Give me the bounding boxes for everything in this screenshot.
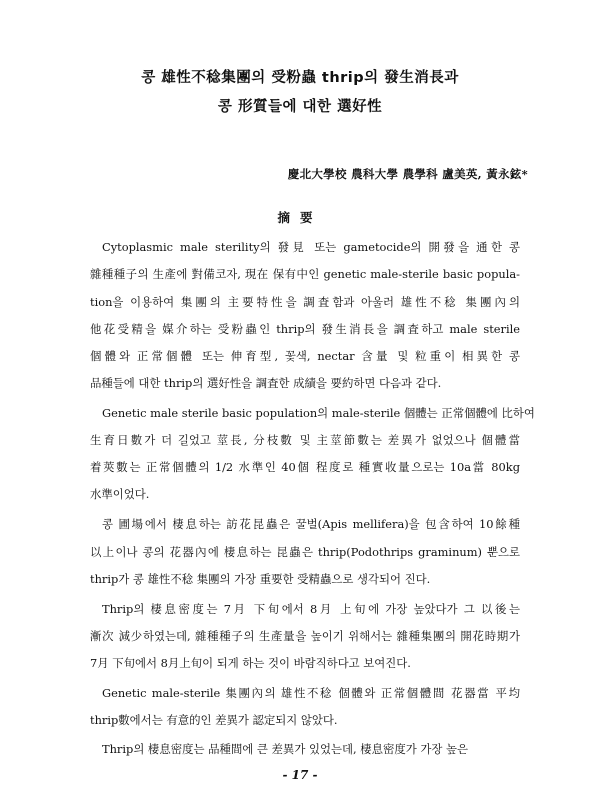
paragraph-2-line-2: 生育日數가 더 길었고 莖長, 分枝數 및 主莖節數는 差異가 없었으나 個體當 [90,433,520,447]
paper-title-line-2: 콩 形質들에 대한 選好性 [217,99,383,115]
author-affiliation: 慶北大學校 農科大學 農學科 盧美英, 黃永鉉* [287,167,528,181]
paragraph-3-line-3: thrip가 콩 雄性不稔 集團의 가장 重要한 受精蟲으로 생각되어 진다. [90,572,431,586]
paragraph-1-line-2: 雜種種子의 生產에 對備코자, 現在 保有中인 genetic male-sterile basic popula- [90,267,520,281]
paragraph-6-line-1: Thrip의 棲息密度는 品種間에 큰 差異가 있었는데, 棲息密度가 가장 높은 [102,742,469,756]
paragraph-4-line-2: 漸次 減少하였는데, 雜種種子의 生產量을 높이기 위해서는 雜種集團의 開花時期가 [90,629,520,643]
paragraph-1-line-4: 他花受精을 媒介하는 受粉蟲인 thrip의 發生消長을 調査하고 male sterile [90,322,520,336]
paper-title-line-1: 콩 雄性不稔集團의 受粉蟲 thrip의 發生消長과 [141,70,459,86]
paragraph-1-line-3: tion을 이용하여 集團의 主要特性을 調査함과 아울러 雄性不稔 集團內의 [90,295,520,309]
abstract-heading: 摘要 [277,210,323,225]
paragraph-2-line-4: 水準이었다. [90,487,150,501]
page-number: - 17 - [282,768,318,782]
paragraph-1-line-6: 品種들에 대한 thrip의 選好性을 調査한 成績을 要約하면 다음과 같다. [90,376,442,390]
paragraph-4-line-3: 7月 下旬에서 8月上旬이 되게 하는 것이 바람직하다고 보여진다. [90,656,411,670]
paragraph-1-line-1: Cytoplasmic male sterility의 發見 또는 gametocide의 開發을 通한 콩 [102,240,520,254]
paragraph-5-line-1: Genetic male-sterile 集團內의 雄性不稔 個體와 正常個體間 花器當 平均 [102,686,520,700]
paragraph-3-line-2: 以上이나 콩의 花器內에 棲息하는 昆蟲은 thrip(Podothrips graminum) 뿐으로 [90,545,520,559]
paragraph-3-line-1: 콩 圃場에서 棲息하는 訪花昆蟲은 꿀벌(Apis mellifera)을 包含하여 10餘種 [102,517,520,531]
paragraph-1-line-5: 個體와 正常個體 또는 伸育型, 꽃색, nectar 含量 및 粒重이 相異한 콩 [90,349,520,363]
paragraph-2-line-3: 着莢數는 正常個體의 1/2 水準인 40個 程度로 種實收量으로는 10a當 80kg [90,460,520,474]
paragraph-2-line-1: Genetic male sterile basic population의 male-sterile 個體는 正常個體에 比하여 [102,406,535,420]
paragraph-5-line-2: thrip數에서는 有意的인 差異가 認定되지 않았다. [90,713,338,727]
paragraph-4-line-1: Thrip의 棲息密度는 7月 下旬에서 8月 上旬에 가장 높았다가 그 以後는 [102,602,520,616]
